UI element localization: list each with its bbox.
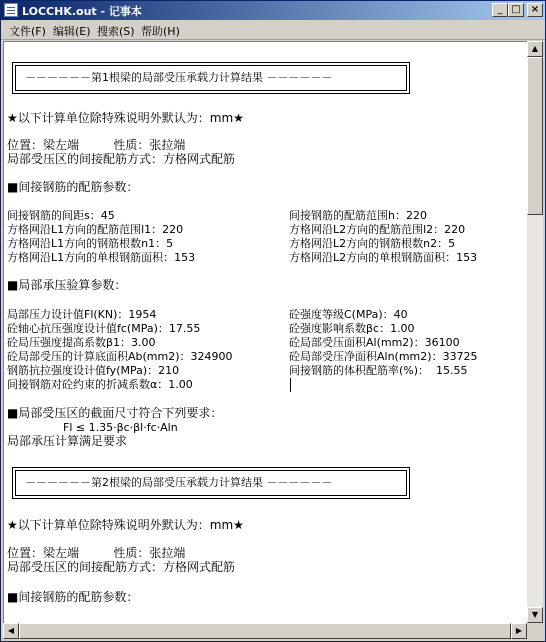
menu-search[interactable]: 搜索(S) [97,25,135,38]
method-line-2: 局部受压区的间接配筋方式：方格网式配筋 [7,560,236,574]
rebar-header-2: ■间接钢筋的配筋参数： [7,590,139,604]
window-title: LOCCHK.out - 记事本 [22,5,142,18]
check-right-line: 砼局部受压面积Al(mm2)：36100 [289,336,460,349]
vertical-scroll-thumb[interactable] [527,57,543,215]
check-right-line: 砼强度影响系数βc：1.00 [289,322,415,335]
horizontal-scroll-thumb[interactable] [19,623,511,639]
scroll-down-button[interactable]: ▼ [527,607,543,623]
check-left-line: 砼局压强度提高系数β1：3.00 [7,336,156,349]
position-line: 位置：梁左端 性质：张拉端 [7,138,186,152]
check-right-line: 砼局部受压净面积Aln(mm2)：33725 [289,350,478,363]
check-header: ■局部承压验算参数： [7,278,127,292]
close-button[interactable]: × [527,3,543,17]
formula-line: Fl ≤ 1.35·βc·βl·fc·Aln [63,421,178,434]
method-line: 局部受压区的间接配筋方式：方格网式配筋 [7,152,236,166]
maximize-button[interactable]: □ [508,3,524,17]
rebar-right-line: 方格网沿L2方向的单根钢筋面积：153 [289,251,478,264]
scroll-right-button[interactable]: ▶ [511,623,527,639]
unit-note: ★以下计算单位除特殊说明外默认为：mm★ [7,111,244,125]
rebar-right-line: 方格网沿L2方向的配筋范围l2：220 [289,223,466,236]
rebar-left-line: 方格网沿L1方向的单根钢筋面积：153 [7,251,196,264]
menu-edit[interactable]: 编辑(E) [53,25,91,38]
menu-bar [1,20,545,40]
rebar-left-line: 方格网沿L1方向的钢筋根数n1：5 [7,237,174,250]
scroll-up-button[interactable]: ▲ [527,41,543,57]
unit-note-2: ★以下计算单位除特殊说明外默认为：mm★ [7,518,244,532]
notepad-icon[interactable] [4,3,18,17]
minimize-button[interactable]: _ [492,3,508,17]
text-caret [290,378,291,392]
beam1-title: －－－－－－第1根梁的局部受压承载力计算结果 －－－－－－ [25,71,333,84]
check-left-line: 钢筋抗拉强度设计值fy(MPa)：210 [7,364,180,377]
section-check-line: ■局部受压区的截面尺寸符合下列要求： [7,406,223,420]
menu-file[interactable]: 文件(F) [9,25,46,38]
check-left-line: 砼局部受压的计算底面积Ab(mm2)：324900 [7,350,233,363]
title-bar[interactable] [1,1,545,20]
rebar-right-line: 间接钢筋的配筋范围h：220 [289,209,427,222]
check-left-line: 间接钢筋对砼约束的折减系数α：1.00 [7,378,193,391]
vertical-scrollbar[interactable] [527,41,543,623]
rebar-left-line: 间接钢筋的间距s：45 [7,209,115,222]
check-left-line: 砼轴心抗压强度设计值fc(MPa)：17.55 [7,322,201,335]
text-area[interactable] [3,41,528,624]
horizontal-scrollbar[interactable] [3,623,527,639]
result-ok-line: 局部承压计算满足要求 [7,434,128,448]
check-left-line: 局部压力设计值Fl(KN)：1954 [7,308,157,321]
check-right-line: 间接钢筋的体积配筋率(%)： 15.55 [289,364,468,377]
rebar-header: ■间接钢筋的配筋参数： [7,180,139,194]
rebar-right-line: 方格网沿L2方向的钢筋根数n2：5 [289,237,456,250]
rebar-left-line: 方格网沿L1方向的配筋范围l1：220 [7,223,184,236]
scroll-left-button[interactable]: ◀ [3,623,19,639]
position-line-2: 位置：梁左端 性质：张拉端 [7,546,186,560]
scrollbar-corner [527,623,543,639]
check-right-line: 砼强度等级C(MPa)：40 [289,308,408,321]
menu-help[interactable]: 帮助(H) [141,25,180,38]
beam2-title: －－－－－－第2根梁的局部受压承载力计算结果 －－－－－－ [25,476,333,489]
